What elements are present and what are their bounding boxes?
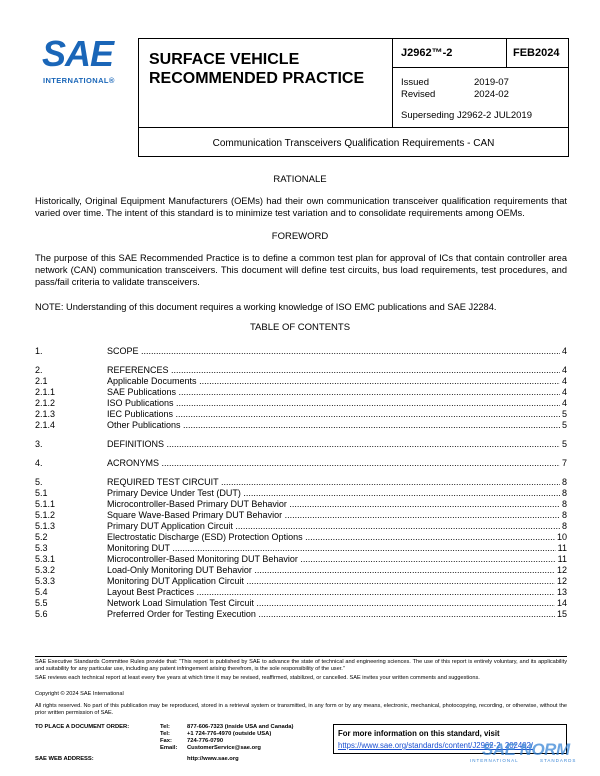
header-divider xyxy=(506,39,507,67)
toc-entry-title: Square Wave-Based Primary DUT Behavior ..... xyxy=(107,510,567,521)
toc-entry[interactable] xyxy=(35,365,567,376)
tel2-label: Tel: xyxy=(160,731,170,737)
toc-entry-number: 3. xyxy=(35,439,43,449)
toc-entry[interactable] xyxy=(35,409,567,420)
toc-entry-number: 1. xyxy=(35,346,43,356)
toc-entry-page: 4 xyxy=(561,398,567,408)
toc-entry[interactable] xyxy=(35,376,567,387)
toc-entry-number: 2.1.1 xyxy=(35,387,56,397)
email-label: Email: xyxy=(160,745,178,751)
toc-entry-page: 4 xyxy=(561,346,567,356)
toc-entry-page: 13 xyxy=(556,587,567,597)
toc-entry-number: 5.4 xyxy=(35,587,48,597)
more-info-title: For more information on this standard, visit xyxy=(338,729,500,738)
foreword-note: NOTE: Understanding of this document requires a working knowledge of ISO EMC publications and SAE J2284. xyxy=(35,302,497,312)
toc-entry-number: 2.1.2 xyxy=(35,398,56,408)
toc-entry-title: Microcontroller-Based Primary DUT Behavior ..... xyxy=(107,499,567,510)
toc-entry-number: 5. xyxy=(35,477,43,487)
toc-entry-title: Preferred Order for Testing Execution ..... xyxy=(107,609,567,620)
document-subject: Communication Transceivers Qualification Requirements - CAN xyxy=(212,138,495,149)
issue-info xyxy=(401,77,509,101)
toc-entry[interactable] xyxy=(35,439,567,450)
toc-entry-page: 8 xyxy=(561,477,567,487)
toc-entry-page: 8 xyxy=(561,499,567,509)
watermark-left: INTERNATIONAL xyxy=(470,758,519,763)
toc-entry-page: 5 xyxy=(561,420,567,430)
tel-value: 877-606-7323 (inside USA and Canada) xyxy=(187,724,294,730)
toc-entry-number: 2.1 xyxy=(35,376,48,386)
toc-entry-title: SCOPE ..... xyxy=(107,346,567,357)
revised-value: 2024-02 xyxy=(474,89,509,100)
toc-entry[interactable] xyxy=(35,532,567,543)
title-line-1: SURFACE VEHICLE xyxy=(149,51,300,68)
toc-entry-title: Monitoring DUT ..... xyxy=(107,543,567,554)
toc-entry-page: 12 xyxy=(556,565,567,575)
toc-entry-page: 4 xyxy=(561,365,567,375)
toc-entry[interactable] xyxy=(35,587,567,598)
footer-review: SAE reviews each technical report at least every five years at which time it may be revised, reaffirmed, stabilized, or cancelled. SAE invites your written comments and suggestions. xyxy=(35,675,480,681)
tel2-value: +1 724-776-4970 (outside USA) xyxy=(187,731,272,737)
toc-entry-number: 5.2 xyxy=(35,532,48,542)
toc-entry-title: Network Load Simulation Test Circuit ..... xyxy=(107,598,567,609)
toc-entry[interactable] xyxy=(35,499,567,510)
toc-entry-page: 14 xyxy=(556,598,567,608)
toc-entry-page: 7 xyxy=(561,458,567,468)
toc-entry-number: 5.3.3 xyxy=(35,576,56,586)
toc-entry[interactable] xyxy=(35,598,567,609)
toc-entry-title: Other Publications ..... xyxy=(107,420,567,431)
toc-entry-title: Primary DUT Application Circuit ..... xyxy=(107,521,567,532)
footer-divider xyxy=(35,656,567,657)
watermark-right: STANDARDS xyxy=(540,758,577,763)
toc-entry-page: 11 xyxy=(557,543,567,553)
fax-value: 724-776-0790 xyxy=(187,738,224,744)
toc-entry[interactable] xyxy=(35,477,567,488)
toc-entry-number: 5.3.1 xyxy=(35,554,56,564)
fax-label: Fax: xyxy=(160,738,172,744)
toc-entry-page: 4 xyxy=(561,387,567,397)
toc-entry-page: 5 xyxy=(561,439,567,449)
web-link[interactable]: http://www.sae.org xyxy=(187,756,239,762)
toc-entry[interactable] xyxy=(35,554,567,565)
toc-entry-title: Microcontroller-Based Monitoring DUT Behavior ..... xyxy=(107,554,567,565)
toc-entry[interactable] xyxy=(35,488,567,499)
toc-entry[interactable] xyxy=(35,458,567,469)
toc-entry-title: Applicable Documents ..... xyxy=(107,376,567,387)
toc-entry-number: 5.1 xyxy=(35,488,48,498)
sae-logo-subtitle: INTERNATIONAL® xyxy=(43,76,115,85)
header-divider xyxy=(392,67,569,68)
toc-entry[interactable] xyxy=(35,420,567,431)
footer-copyright: Copyright © 2024 SAE International xyxy=(35,691,124,697)
footer-rules: SAE Executive Standards Committee Rules provide that: “This report is published by SAE to advance the state of technical and engineering sciences. The use of this report is entirely voluntary, and its applicability and suitability for any particular use, including any patent infringement arising therefrom, is the sole responsibility of the user.” xyxy=(35,659,567,672)
web-label: SAE WEB ADDRESS: xyxy=(35,756,94,762)
toc-entry[interactable] xyxy=(35,543,567,554)
toc-entry-title: Electrostatic Discharge (ESD) Protection Options ..... xyxy=(107,532,567,543)
footer-rights: All rights reserved. No part of this publication may be reproduced, stored in a retrieval system or transmitted, in any form or by any means, electronic, mechanical, photocopying, recording, or otherwise, without the prior written permission of SAE. xyxy=(35,703,567,716)
document-type-title xyxy=(149,50,364,88)
toc-entry-number: 5.6 xyxy=(35,609,48,619)
toc-entry-title: Load-Only Monitoring DUT Behavior ..... xyxy=(107,565,567,576)
toc-entry[interactable] xyxy=(35,609,567,620)
rationale-heading: RATIONALE xyxy=(273,174,327,185)
toc-entry-number: 5.1.3 xyxy=(35,521,56,531)
rationale-text: Historically, Original Equipment Manufacturers (OEMs) had their own communication transceiver qualification requirements that varied over time. The intent of this standard is to minimize test variation and to consolidate requirements among OEMs. xyxy=(35,196,567,218)
toc-entry-page: 8 xyxy=(561,488,567,498)
order-label: TO PLACE A DOCUMENT ORDER: xyxy=(35,724,130,730)
toc-entry[interactable] xyxy=(35,565,567,576)
toc-entry[interactable] xyxy=(35,521,567,532)
toc-entry-page: 5 xyxy=(561,409,567,419)
standard-url-link[interactable]: https://www.sae.org/standards/content/J2962-2_202402/ xyxy=(338,741,534,750)
toc-entry-page: 8 xyxy=(561,521,567,531)
document-header xyxy=(138,38,569,157)
toc-entry-page: 4 xyxy=(561,376,567,386)
toc-heading: TABLE OF CONTENTS xyxy=(249,322,351,333)
toc-entry-title: IEC Publications ..... xyxy=(107,409,567,420)
toc-entry-number: 2.1.4 xyxy=(35,420,56,430)
toc-entry[interactable] xyxy=(35,398,567,409)
title-line-2: RECOMMENDED PRACTICE xyxy=(149,70,365,87)
toc-entry-title: REFERENCES ..... xyxy=(107,365,567,376)
toc-entry-page: 8 xyxy=(561,510,567,520)
toc-entry-title: Primary Device Under Test (DUT) ..... xyxy=(107,488,567,499)
revised-label: Revised xyxy=(401,89,436,100)
superseding-info: Superseding J2962-2 JUL2019 xyxy=(401,110,532,121)
toc-entry-number: 2.1.3 xyxy=(35,409,56,419)
toc-entry-number: 4. xyxy=(35,458,43,468)
header-divider xyxy=(139,127,568,128)
toc-entry-number: 5.5 xyxy=(35,598,48,608)
toc-entry[interactable] xyxy=(35,576,567,587)
watermark-logo: SAE NORM xyxy=(482,740,570,759)
issued-label: Issued xyxy=(401,77,429,88)
sae-logo: SAE xyxy=(42,33,114,74)
foreword-text: The purpose of this SAE Recommended Practice is to define a common test plan for approval of ICs that contain controller area network (CAN) communication transceivers. This document will define test circuits, bus load requirements, test procedures, and pass/fail criteria to validate transceivers. xyxy=(35,253,567,287)
toc-entry-number: 2. xyxy=(35,365,43,375)
toc-entry-title: ACRONYMS ..... xyxy=(107,458,567,469)
toc-entry-title: DEFINITIONS ..... xyxy=(107,439,567,450)
foreword-heading: FOREWORD xyxy=(271,231,329,242)
toc-entry-number: 5.1.1 xyxy=(35,499,56,509)
toc-entry-title: REQUIRED TEST CIRCUIT ..... xyxy=(107,477,567,488)
toc-entry-page: 12 xyxy=(556,576,567,586)
toc-entry-title: Layout Best Practices ..... xyxy=(107,587,567,598)
toc-entry-title: Monitoring DUT Application Circuit ..... xyxy=(107,576,567,587)
toc-entry-page: 15 xyxy=(556,609,567,619)
tel-label: Tel: xyxy=(160,724,170,730)
toc-entry-page: 11 xyxy=(557,554,567,564)
document-date: FEB2024 xyxy=(513,47,560,59)
toc-entry-title: ISO Publications ..... xyxy=(107,398,567,409)
toc-entry-number: 5.3.2 xyxy=(35,565,56,575)
email-link[interactable]: CustomerService@sae.org xyxy=(187,745,261,751)
header-divider xyxy=(392,39,393,127)
toc-entry[interactable] xyxy=(35,387,567,398)
toc-entry[interactable] xyxy=(35,346,567,357)
toc-entry[interactable] xyxy=(35,510,567,521)
toc-entry-title: SAE Publications ..... xyxy=(107,387,567,398)
toc-entry-page: 10 xyxy=(556,532,567,542)
document-number: J2962™-2 xyxy=(401,47,453,59)
toc-entry-number: 5.1.2 xyxy=(35,510,56,520)
issued-value: 2019-07 xyxy=(474,77,509,88)
toc-entry-number: 5.3 xyxy=(35,543,48,553)
